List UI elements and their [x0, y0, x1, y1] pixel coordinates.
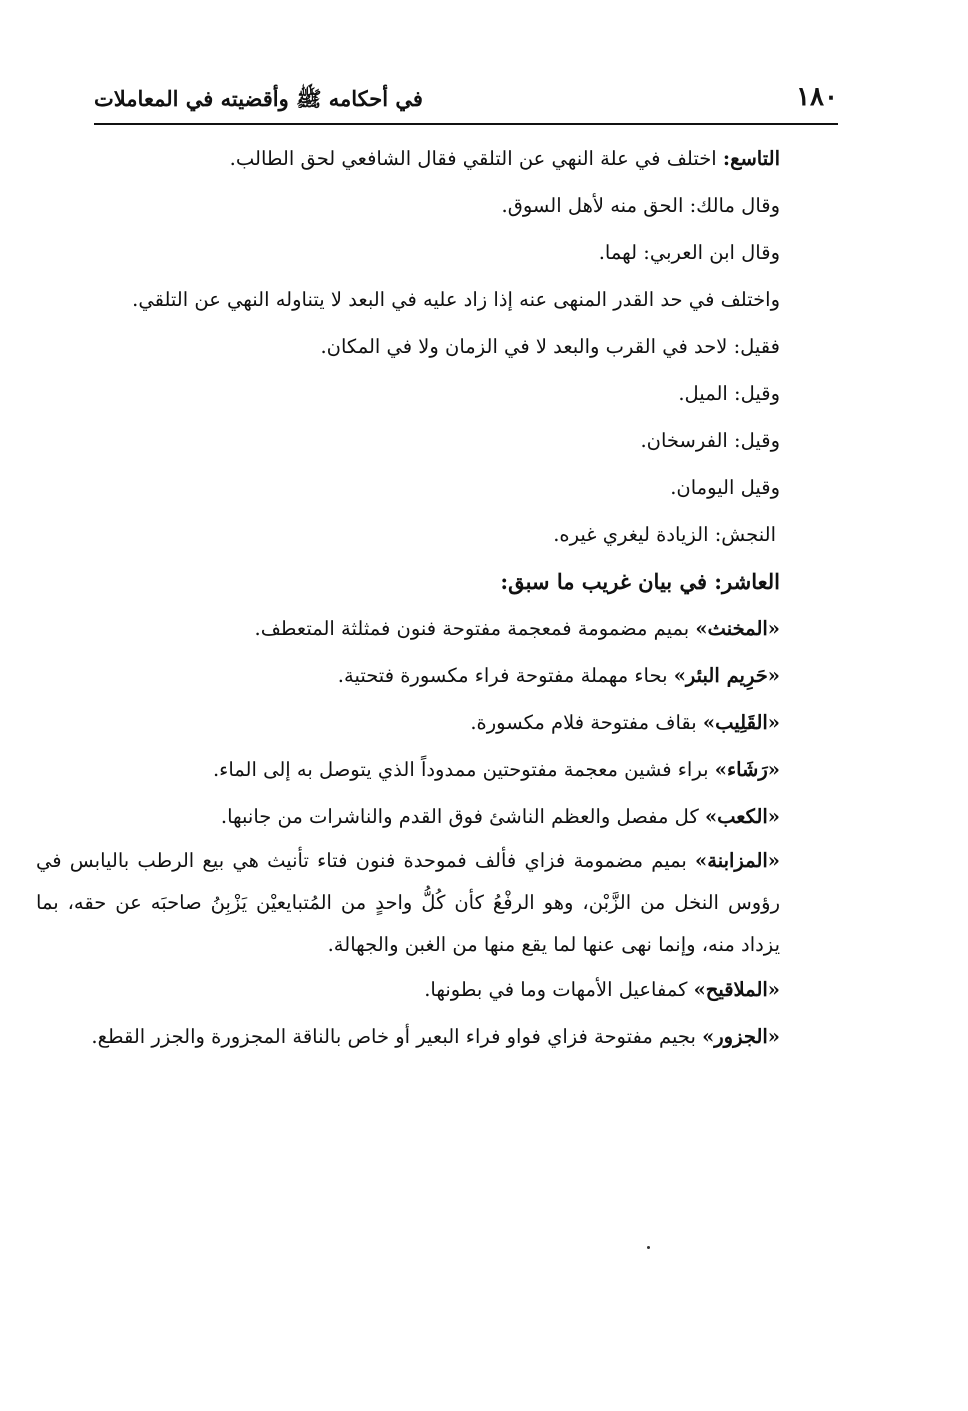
glossary-term: «القَلِيب»	[702, 711, 780, 734]
paragraph-text: اختلف في علة النهي عن التلقي فقال الشافعي لحق الطالب.	[229, 147, 723, 170]
paragraph	[94, 464, 780, 511]
paragraph	[94, 276, 780, 323]
glossary-entry	[36, 840, 780, 966]
paragraph	[94, 182, 780, 229]
paragraph-ninth	[94, 135, 780, 182]
glossary-definition: بميم مضمومة فزاي فألف فموحدة فنون فتاء تأنيث هي بيع الرطب باليابس في رؤوس النخل من الزَّبْن، وهو الرفْعُ كأن كُلُّ واحدٍ من المُتبايعيْن يَزْبِنُ صاحبَه عن حقه، بما يزداد منه، وإنما نهى عنها لما يقع منها من الغبن والجهالة.	[36, 849, 780, 956]
running-title: في أحكامه ﷺ وأقضيته في المعاملات	[94, 86, 423, 111]
paragraph-text: وقيل: الميل.	[678, 382, 780, 405]
paragraph-text: فقيل: لاحد في القرب والبعد لا في الزمان ولا في المكان.	[320, 335, 780, 358]
glossary-term: «الكعب»	[704, 805, 780, 828]
paragraph-text: وقال ابن العربي: لهما.	[598, 241, 780, 264]
paragraph-text: واختلف في حد القدر المنهى عنه إذا زاد عليه في البعد لا يتناوله النهي عن التلقي.	[132, 288, 780, 311]
glossary-definition: بجيم مفتوحة فزاي فواو فراء البعير أو خاص بالناقة المجزورة والجزر القطع.	[91, 1025, 703, 1048]
paragraph-lead: التاسع:	[722, 147, 780, 170]
glossary-term: «المخنث»	[695, 617, 780, 640]
glossary-entry	[94, 793, 780, 840]
glossary-term: «المزابنة»	[695, 849, 780, 872]
glossary-entry	[91, 1013, 780, 1060]
paragraph	[94, 370, 780, 417]
header-divider	[94, 123, 838, 125]
paragraph-text: النجش: الزيادة ليغري غيره.	[553, 523, 776, 546]
section-heading: العاشر: في بيان غريب ما سبق:	[500, 569, 780, 594]
glossary-definition: براء فشين معجمة مفتوحتين ممدوداً الذي يتوصل به إلى الماء.	[212, 758, 715, 781]
glossary-definition: كمفاعيل الأمهات وما في بطونها.	[424, 978, 694, 1001]
paragraph-text: وقيل اليومان.	[670, 476, 780, 499]
glossary-entry	[94, 699, 780, 746]
glossary-definition: كل مفصل والعظم الناشئ فوق القدم والناشرات من جانبها.	[220, 805, 705, 828]
paragraph-text: وقيل: الفرسخان.	[640, 429, 780, 452]
paragraph-text: وقال مالك: الحق منه لأهل السوق.	[501, 194, 780, 217]
glossary-definition: بحاء مهملة مفتوحة فراء مكسورة فتحتية.	[337, 664, 674, 687]
page-number: ١٨٠	[796, 82, 838, 112]
paragraph	[94, 323, 780, 370]
glossary-term: «الجزور»	[702, 1025, 780, 1048]
glossary-entry	[94, 746, 780, 793]
glossary-entry	[94, 966, 780, 1013]
glossary-term: «الملاقيح»	[693, 978, 780, 1001]
glossary-term: «حَرِيم البئر»	[673, 664, 780, 687]
scan-speck	[647, 1246, 650, 1249]
glossary-entry	[94, 652, 780, 699]
page-header	[94, 78, 838, 122]
glossary-entry	[94, 605, 780, 652]
paragraph	[94, 229, 780, 276]
glossary-term: «رَشَاء»	[714, 758, 780, 781]
glossary-definition: بميم مضمومة فمعجمة مفتوحة فنون فمثلثة المتعطف.	[254, 617, 696, 640]
paragraph	[94, 511, 780, 558]
glossary-definition: بقاف مفتوحة فلام مكسورة.	[470, 711, 703, 734]
paragraph	[94, 417, 780, 464]
body-text	[36, 135, 780, 1060]
